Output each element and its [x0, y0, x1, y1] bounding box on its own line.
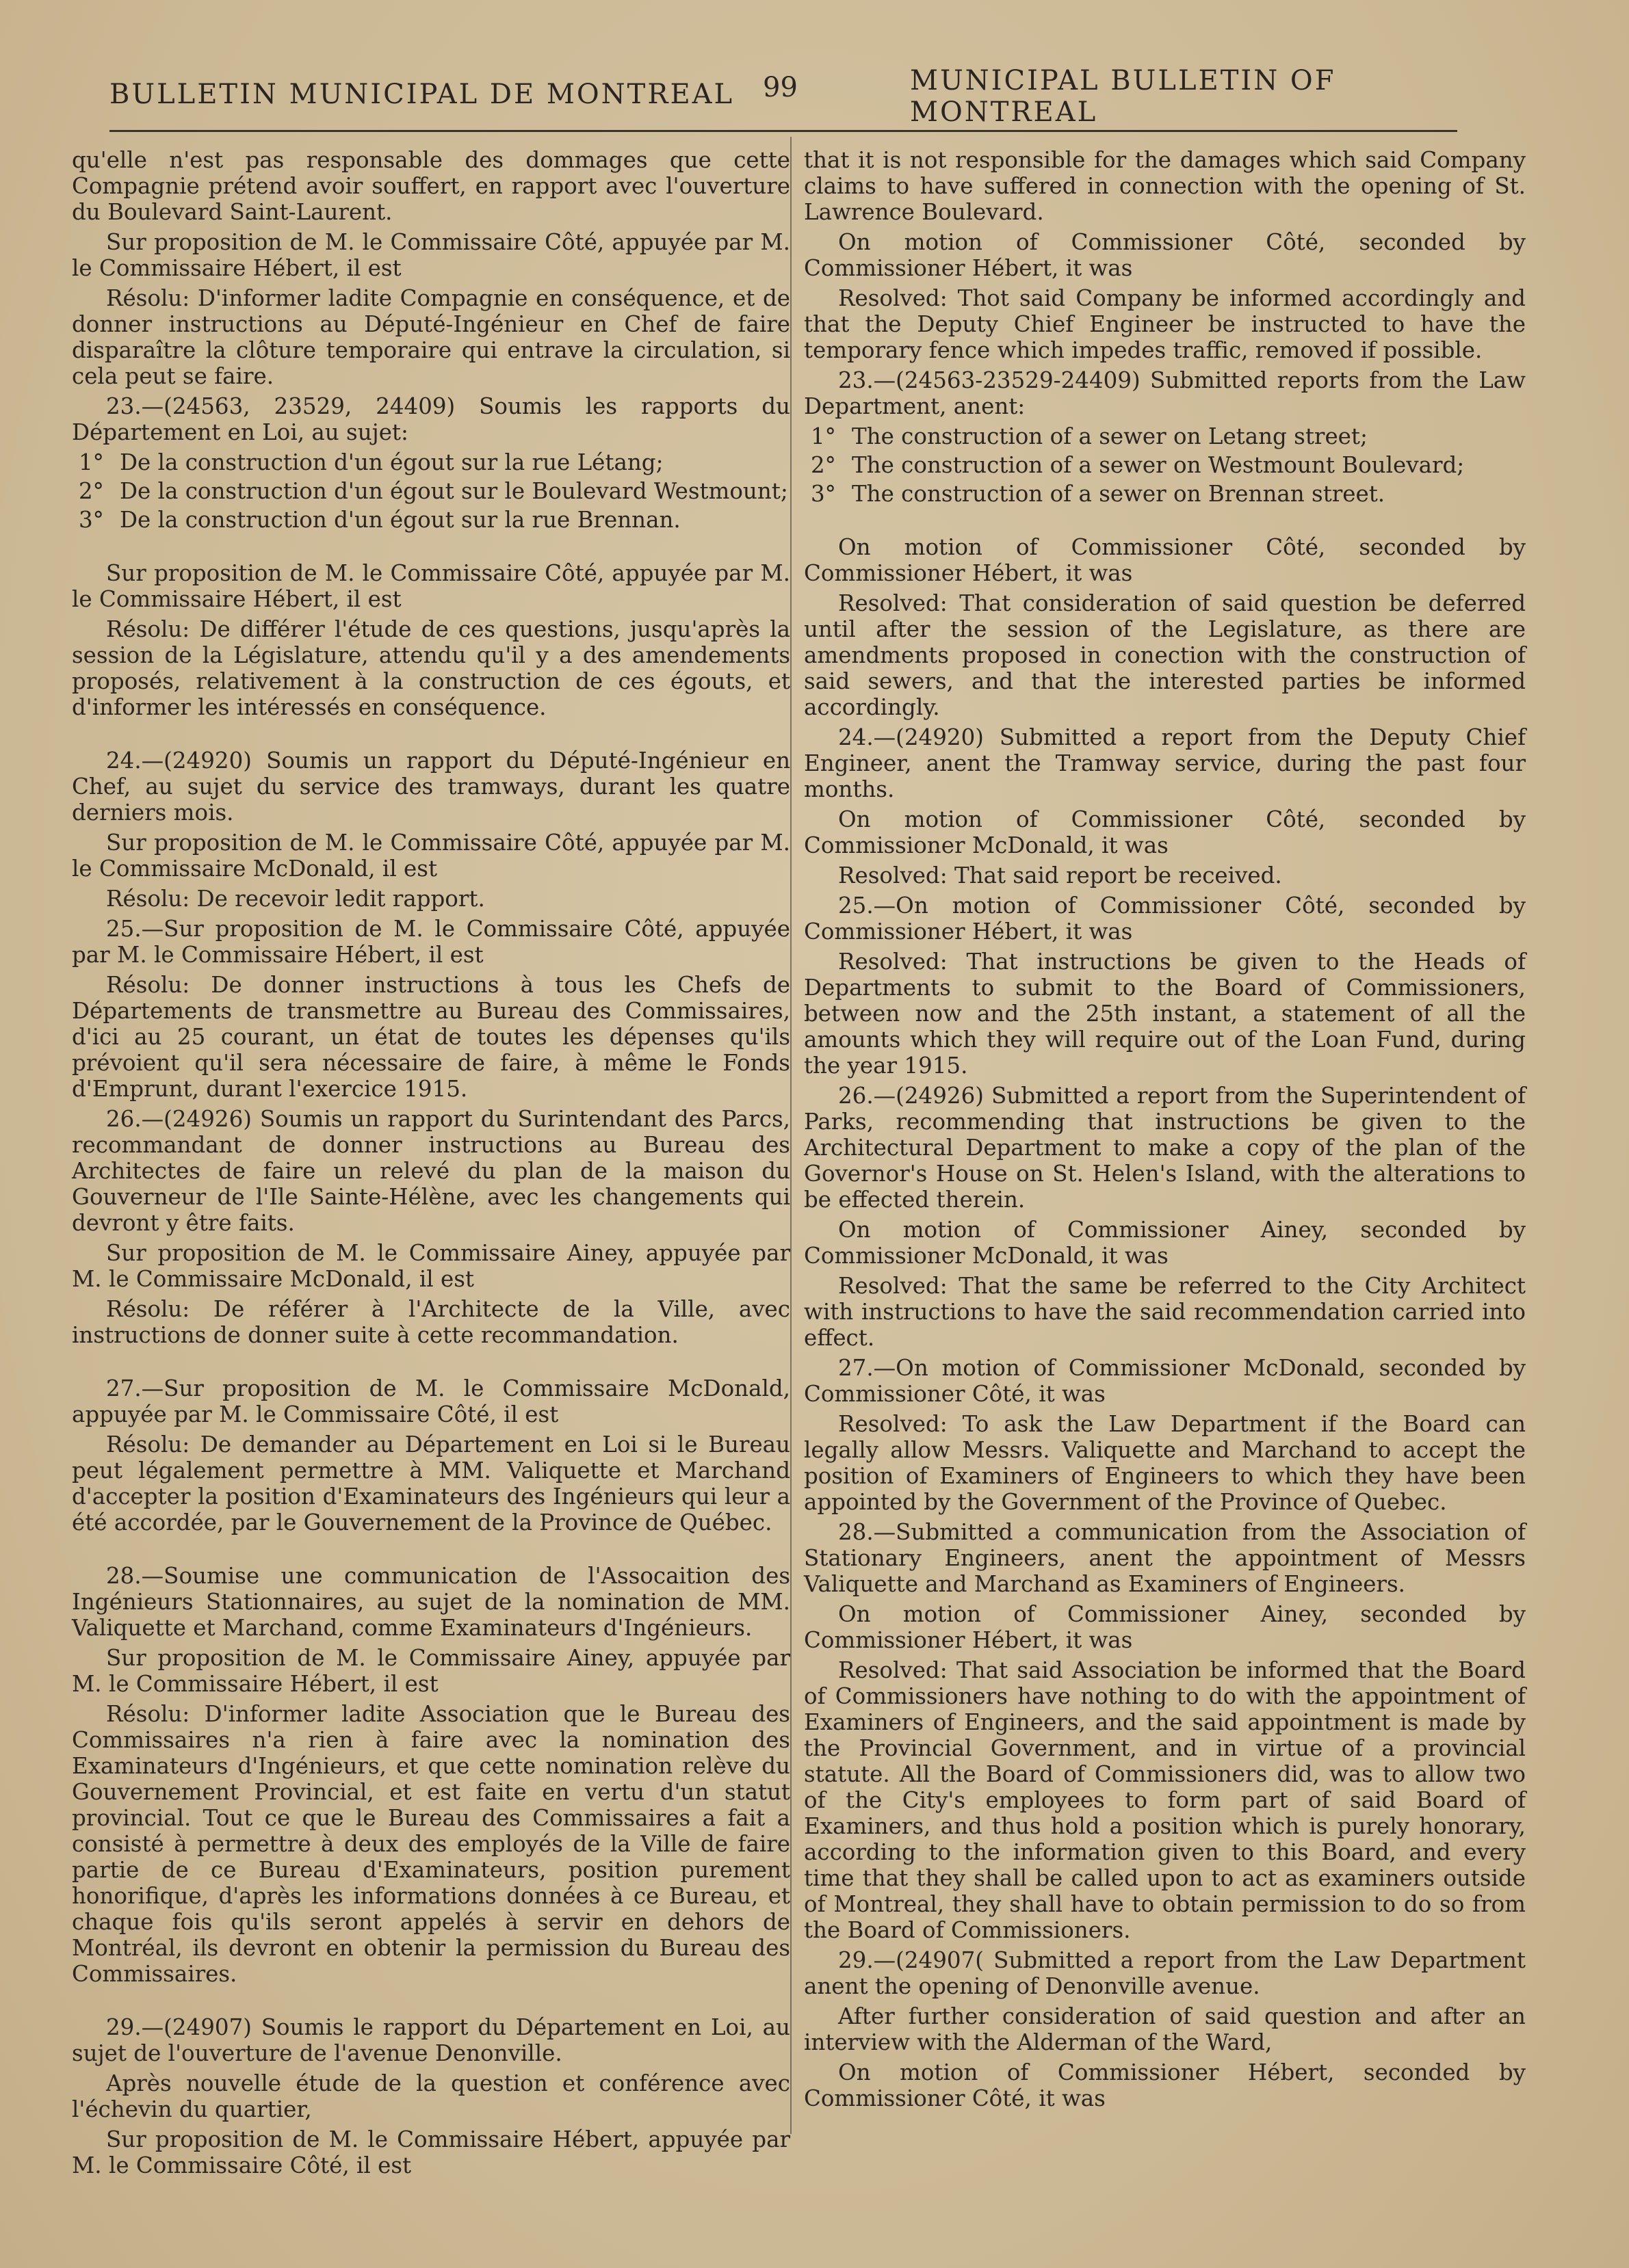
list-item: 2° De la construction d'un égout sur le Boulevard Westmount; [79, 478, 788, 504]
item-list [804, 423, 1526, 507]
paragraph: Resolved: That instructions be given to the Heads of Departments to submit to the Board of Commissioners, between now and the 25th instant, a statement of all the amounts which they will require out of the Loan Fund, during the year 1915. [804, 949, 1526, 1079]
paragraph: Resolved: That consideration of said question be deferred until after the session of the Legislature, as there are amendments proposed in conection with the construction of said sewers, and that the interested parties be informed accordingly. [804, 590, 1526, 720]
list-item: 3° De la construction d'un égout sur la rue Brennan. [79, 507, 681, 533]
paragraph: Résolu: De donner instructions à tous les Chefs de Départements de transmettre au Bureau des Commissaires, d'ici au 25 courant, un état de toutes les dépenses qu'ils prévoient qu'il sera nécessaire de faire, à même le Fonds d'Emprunt, durant l'exercice 1915. [72, 972, 790, 1102]
paragraph: Resolved: Thot said Company be informed accordingly and that the Deputy Chief Engineer be instructed to have the temporary fence which impedes traffic, removed if possible. [804, 285, 1526, 363]
paragraph: 25.—On motion of Commissioner Côté, seconded by Commissioner Hébert, it was [804, 893, 1526, 945]
paragraph: 25.—Sur proposition de M. le Commissaire Côté, appuyée par M. le Commissaire Hébert, il est [72, 916, 790, 968]
paragraph: 27.—On motion of Commissioner McDonald, seconded by Commissioner Côté, it was [804, 1355, 1526, 1407]
paragraph: After further consideration of said question and after an interview with the Alderman of the Ward, [804, 2003, 1526, 2055]
page-number: 99 [763, 72, 798, 103]
column-divider [790, 137, 792, 2134]
paragraph: On motion of Commissioner Ainey, seconded by Commissioner McDonald, it was [804, 1217, 1526, 1269]
paragraph: On motion of Commissioner Ainey, seconded by Commissioner Hébert, it was [804, 1601, 1526, 1653]
list-item: 2° The construction of a sewer on Westmount Boulevard; [811, 452, 1465, 478]
paragraph: 26.—(24926) Soumis un rapport du Surintendant des Parcs, recommandant de donner instructions au Bureau des Architectes de faire un relevé du plan de la maison du Gouverneur de l'Ile Sainte-Hélène, avec les changements qui devront y être faits. [72, 1106, 790, 1236]
paragraph: Sur proposition de M. le Commissaire Côté, appuyée par M. le Commissaire Hébert, il est [72, 560, 790, 612]
paragraph: 23.—(24563, 23529, 24409) Soumis les rapports du Département en Loi, au sujet: [72, 393, 790, 445]
paragraph: On motion of Commissioner Côté, seconded by Commissioner Hébert, it was [804, 229, 1526, 281]
paragraph: 24.—(24920) Submitted a report from the Deputy Chief Engineer, anent the Tramway service, during the past four months. [804, 724, 1526, 802]
paragraph: Resolved: That said Association be informed that the Board of Commissioners have nothing to do with the appointment of Examiners of Engineers, and the said appointment is made by the Provincial Government, and in virtue of a provincial statute. All the Board of Commissioners did, was to allow two of the City's employees to form part of said Board of Examiners, and thus hold a position which is purely honorary, according to the information given to this Board, and every time that they shall be called upon to act as examiners outside of Montreal, they shall have to obtain permission to do so from the Board of Commissioners. [804, 1657, 1526, 1943]
paragraph: Après nouvelle étude de la question et conférence avec l'échevin du quartier, [72, 2070, 790, 2122]
item-list [72, 449, 790, 533]
header-rule [109, 130, 1457, 132]
paragraph: 28.—Submitted a communication from the Association of Stationary Engineers, anent the appointment of Messrs Valiquette and Marchand as Examiners of Engineers. [804, 1519, 1526, 1597]
french-column [72, 147, 790, 2183]
paragraph: Résolu: D'informer ladite Association que le Bureau des Commissaires n'a rien à faire avec la nomination des Examinateurs d'Ingénieurs, et que cette nomination relève du Gouvernement Provincial, et est faite en vertu d'un statut provincial. Tout ce que le Bureau des Commissaires a fait a consisté à permettre à deux des employés de la Ville de faire partie de ce Bureau d'Examinateurs, position purement honorifique, d'après les informations données à ce Bureau, et chaque fois qu'ils seront appelés à servir en dehors de Montréal, ils devront en obtenir la permission du Bureau des Commissaires. [72, 1701, 790, 1987]
header-french-title: BULLETIN MUNICIPAL DE MONTREAL [109, 79, 735, 110]
paragraph: Resolved: To ask the Law Department if the Board can legally allow Messrs. Valiquette and Marchand to accept the position of Examiners of Engineers to which they have been appointed by the Government of the Province of Quebec. [804, 1411, 1526, 1515]
paragraph: Résolu: De recevoir ledit rapport. [106, 886, 485, 912]
paragraph: Résolu: De différer l'étude de ces questions, jusqu'après la session de la Législature, attendu qu'il y a des amendements proposés, relativement à la construction de ces égouts, et d'informer les intéressés en conséquence. [72, 616, 790, 720]
page-header [109, 65, 1444, 128]
paragraph: Résolu: De demander au Département en Loi si le Bureau peut légalement permettre à MM. Valiquette et Marchand d'accepter la position d'Examinateurs des Ingénieurs qui leur a été accordée, par le Gouvernement de la Province de Québec. [72, 1432, 790, 1535]
paragraph: qu'elle n'est pas responsable des dommages que cette Compagnie prétend avoir souffert, en rapport avec l'ouverture du Boulevard Saint-Laurent. [72, 147, 790, 225]
paragraph: 27.—Sur proposition de M. le Commissaire McDonald, appuyée par M. le Commissaire Côté, il est [72, 1375, 790, 1427]
paragraph: Sur proposition de M. le Commissaire Côté, appuyée par M. le Commissaire McDonald, il est [72, 830, 790, 882]
paragraph: 28.—Soumise une communication de l'Assocaition des Ingénieurs Stationnaires, au sujet de la nomination de MM. Valiquette et Marchand, comme Examinateurs d'Ingénieurs. [72, 1563, 790, 1641]
paragraph: Sur proposition de M. le Commissaire Ainey, appuyée par M. le Commissaire McDonald, il est [72, 1240, 790, 1292]
list-item: 1° The construction of a sewer on Letang street; [811, 423, 1368, 449]
paragraph: 23.—(24563-23529-24409) Submitted reports from the Law Department, anent: [804, 367, 1526, 419]
english-column [804, 147, 1526, 2115]
paragraph: 26.—(24926) Submitted a report from the Superintendent of Parks, recommending that instructions be given to the Architectural Department to make a copy of the plan of the Governor's House on St. Helen's Island, with the alterations to be effected therein. [804, 1083, 1526, 1213]
paragraph: that it is not responsible for the damages which said Company claims to have suffered in connection with the opening of St. Lawrence Boulevard. [804, 147, 1526, 225]
paragraph: Sur proposition de M. le Commissaire Hébert, appuyée par M. le Commissaire Côté, il est [72, 2126, 790, 2178]
paragraph: 29.—(24907( Submitted a report from the Law Department anent the opening of Denonville avenue. [804, 1947, 1526, 1999]
paragraph: On motion of Commissioner Hébert, seconded by Commissioner Côté, it was [804, 2059, 1526, 2111]
paragraph: Resolved: That said report be received. [838, 862, 1282, 888]
paragraph: 29.—(24907) Soumis le rapport du Département en Loi, au sujet de l'ouverture de l'avenue Denonville. [72, 2014, 790, 2066]
paragraph: On motion of Commissioner Côté, seconded by Commissioner Hébert, it was [804, 534, 1526, 586]
paragraph: Sur proposition de M. le Commissaire Côté, appuyée par M. le Commissaire Hébert, il est [72, 229, 790, 281]
paragraph: On motion of Commissioner Côté, seconded by Commissioner McDonald, it was [804, 806, 1526, 858]
paragraph: Sur proposition de M. le Commissaire Ainey, appuyée par M. le Commissaire Hébert, il est [72, 1645, 790, 1697]
paragraph: Resolved: That the same be referred to the City Architect with instructions to have the said recommendation carried into effect. [804, 1273, 1526, 1351]
header-english-title: MUNICIPAL BULLETIN OF MONTREAL [910, 65, 1336, 128]
paragraph: Résolu: De référer à l'Architecte de la Ville, avec instructions de donner suite à cette recommandation. [72, 1296, 790, 1348]
paragraph: 24.—(24920) Soumis un rapport du Député-Ingénieur en Chef, au sujet du service des tramways, durant les quatre derniers mois. [72, 748, 790, 826]
paragraph: Résolu: D'informer ladite Compagnie en conséquence, et de donner instructions au Député-Ingénieur en Chef de faire disparaître la clôture temporaire qui entrave la circulation, si cela peut se faire. [72, 285, 790, 389]
list-item: 1° De la construction d'un égout sur la rue Létang; [79, 449, 664, 475]
list-item: 3° The construction of a sewer on Brennan street. [811, 481, 1385, 507]
